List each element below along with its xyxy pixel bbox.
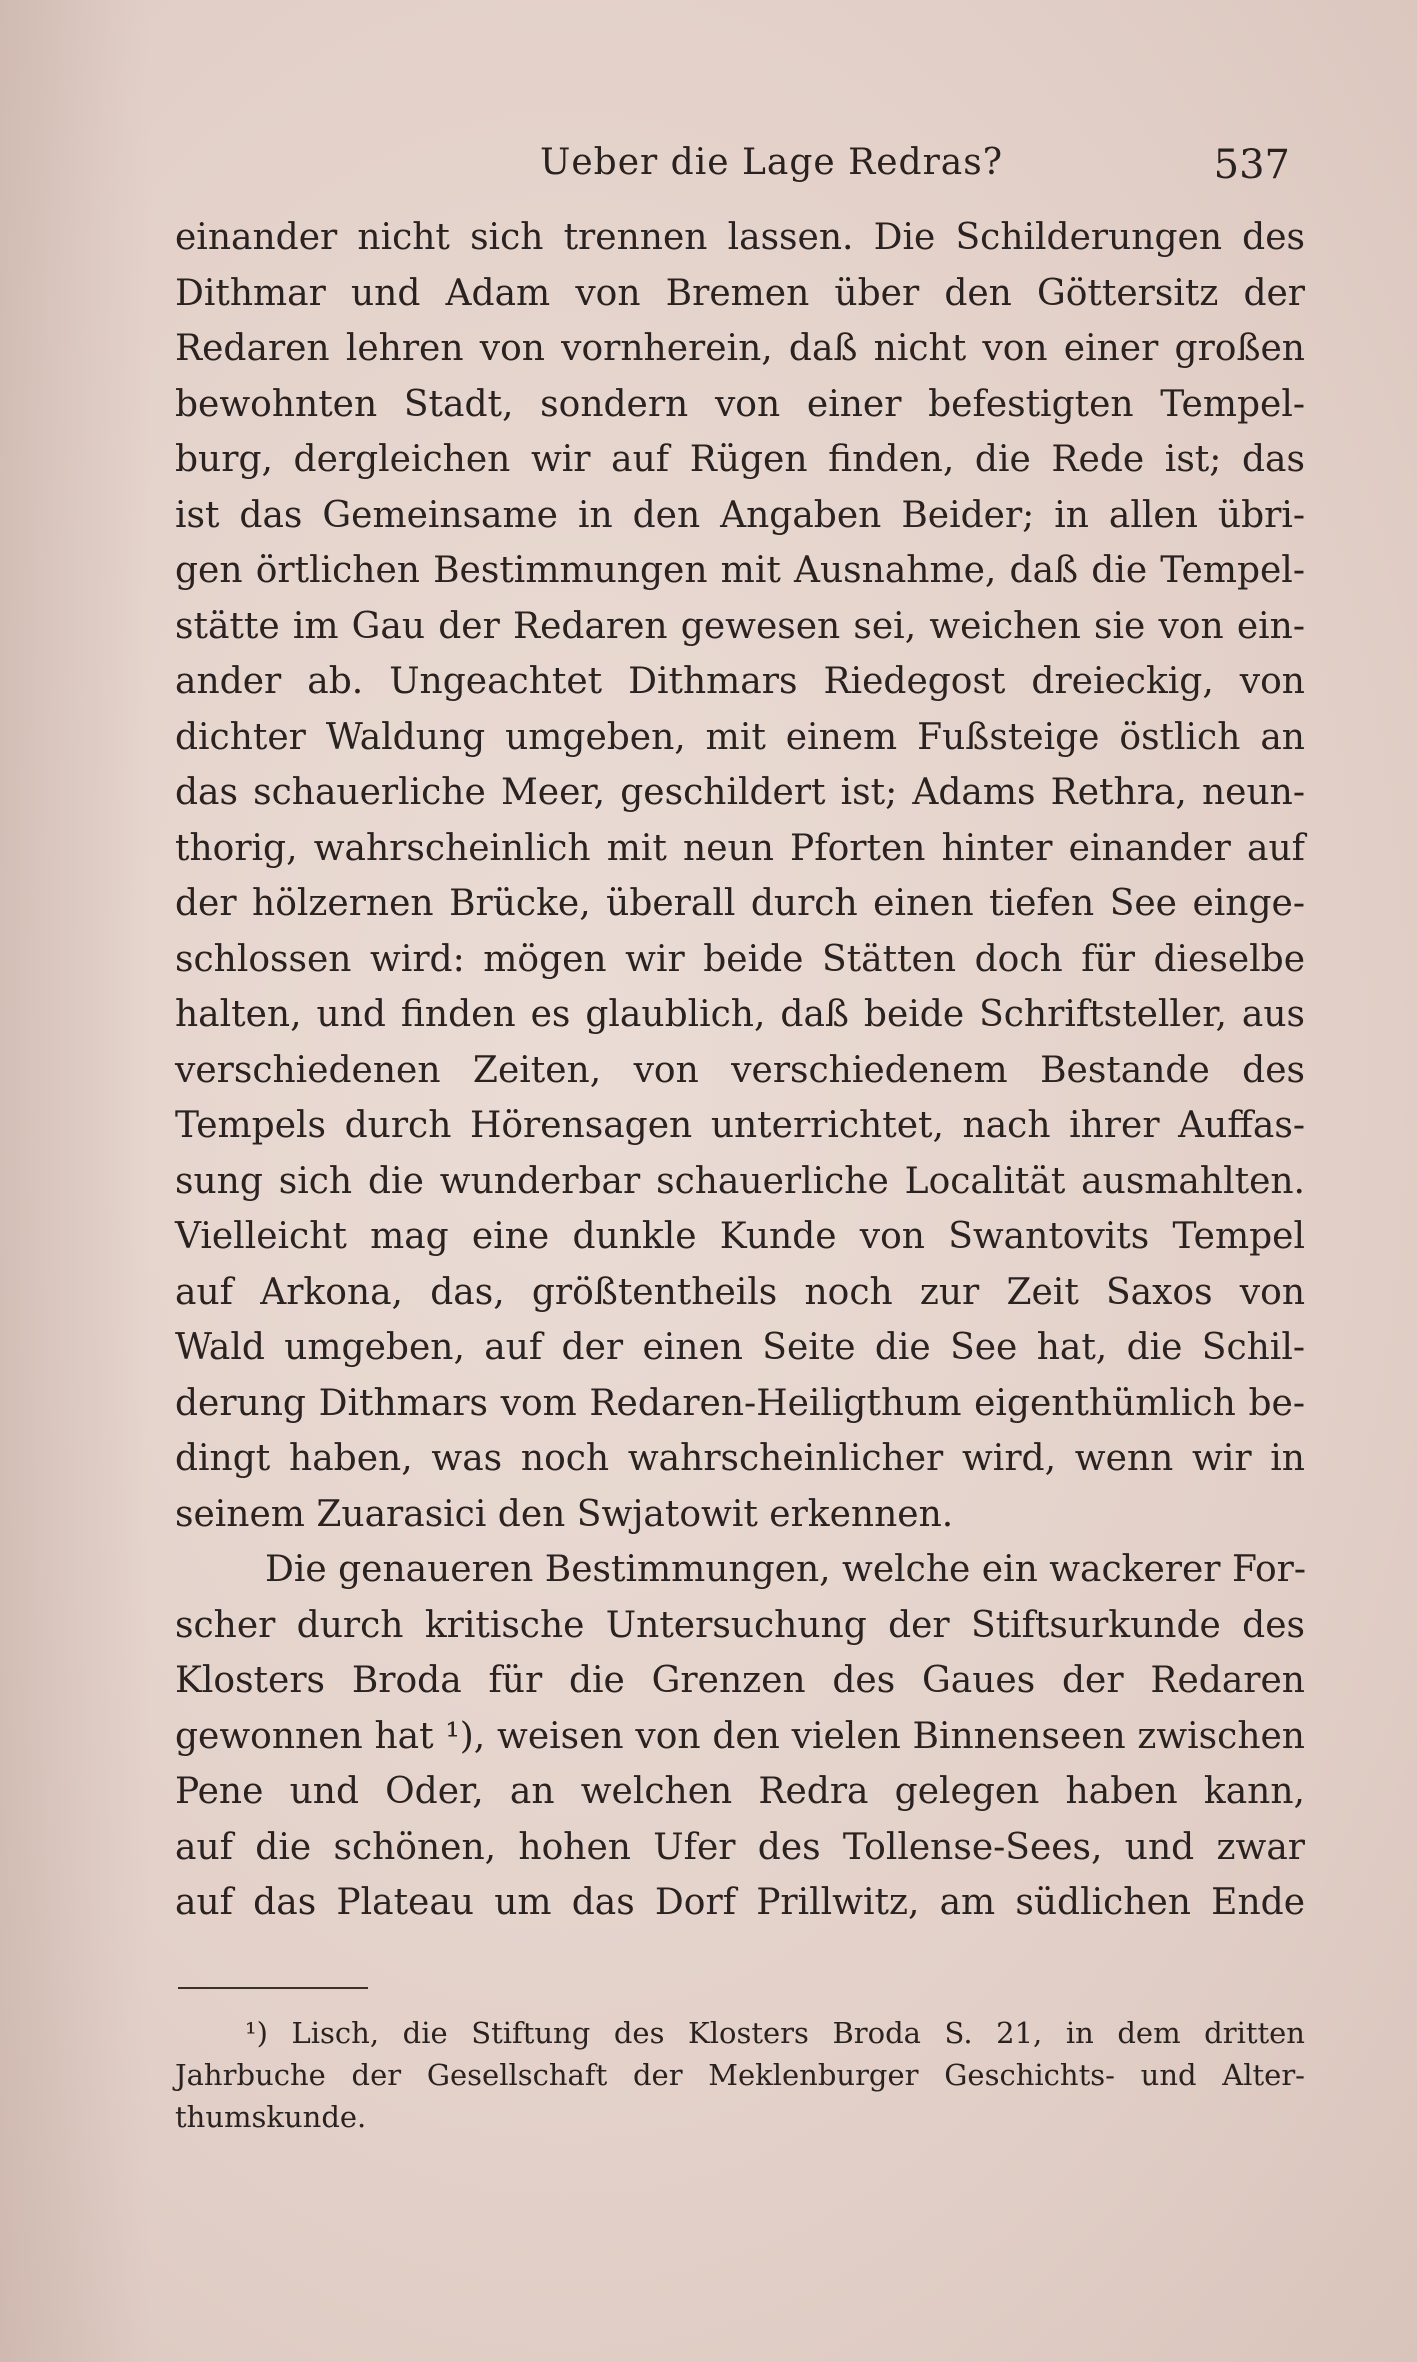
text-line: bewohnten Stadt, sondern von einer befestigten Tempel- xyxy=(175,383,1305,425)
text-line: auf das Plateau um das Dorf Prillwitz, am südlichen Ende xyxy=(175,1882,1305,1923)
text-line: Redaren lehren von vornherein, daß nicht von einer großen xyxy=(175,328,1305,369)
text-line: halten, und finden es glaublich, daß beide Schriftsteller, aus xyxy=(175,994,1305,1035)
page-header xyxy=(170,142,1290,190)
text-line: gewonnen hat ¹), weisen von den vielen Binnenseen zwischen xyxy=(175,1715,1305,1757)
text-line: verschiedenen Zeiten, von verschiedenem Bestande des xyxy=(175,1049,1305,1091)
text-line: das schauerliche Meer, geschildert ist; Adams Rethra, neun- xyxy=(175,772,1305,813)
text-line: Klosters Broda für die Grenzen des Gaues der Redaren xyxy=(175,1660,1305,1701)
text-line: Die genaueren Bestimmungen, welche ein wackerer For- xyxy=(265,1549,1306,1590)
text-line: Tempels durch Hörensagen unterrichtet, nach ihrer Auffas- xyxy=(175,1105,1305,1146)
text-line: auf Arkona, das, größtentheils noch zur Zeit Saxos von xyxy=(175,1271,1305,1313)
footnote-line: ¹) Lisch, die Stiftung des Klosters Broda S. 21, in dem dritten xyxy=(245,2016,1305,2050)
footnote-divider xyxy=(178,1987,368,1989)
text-line: ist das Gemeinsame in den Angaben Beider; in allen übri- xyxy=(175,494,1305,536)
text-line: ander ab. Ungeachtet Dithmars Riedegost dreieckig, von xyxy=(175,661,1305,702)
spine-shadow xyxy=(0,0,150,2362)
text-line: auf die schönen, hohen Ufer des Tollense-Sees, und zwar xyxy=(175,1826,1305,1868)
text-line: stätte im Gau der Redaren gewesen sei, weichen sie von ein- xyxy=(175,605,1305,647)
text-line: dichter Waldung umgeben, mit einem Fußsteige östlich an xyxy=(175,716,1305,758)
text-line: seinem Zuarasici den Swjatowit erkennen. xyxy=(175,1493,954,1535)
text-line: derung Dithmars vom Redaren-Heiligthum eigenthümlich be- xyxy=(175,1382,1305,1424)
text-line: dingt haben, was noch wahrscheinlicher wird, wenn wir in xyxy=(175,1438,1305,1479)
page-number: 537 xyxy=(1213,142,1290,188)
text-line: einander nicht sich trennen lassen. Die Schilderungen des xyxy=(175,217,1305,258)
text-line: Vielleicht mag eine dunkle Kunde von Swantovits Tempel xyxy=(175,1216,1305,1257)
footnote-line: Jahrbuche der Gesellschaft der Meklenburger Geschichts- und Alter- xyxy=(175,2058,1305,2092)
main-text xyxy=(175,210,1305,1931)
footnote-line: thumskunde. xyxy=(175,2100,367,2134)
running-head: Ueber die Lage Redras? xyxy=(540,142,1004,183)
text-line: gen örtlichen Bestimmungen mit Ausnahme, daß die Tempel- xyxy=(175,550,1305,591)
text-line: scher durch kritische Untersuchung der Stiftsurkunde des xyxy=(175,1604,1305,1646)
text-line: schlossen wird: mögen wir beide Stätten doch für dieselbe xyxy=(175,938,1305,980)
footnotes xyxy=(175,2012,1305,2138)
text-line: thorig, wahrscheinlich mit neun Pforten hinter einander auf xyxy=(175,827,1305,869)
text-line: der hölzernen Brücke, überall durch einen tiefen See einge- xyxy=(175,883,1305,924)
text-line: Pene und Oder, an welchen Redra gelegen haben kann, xyxy=(175,1771,1305,1812)
text-line: Dithmar und Adam von Bremen über den Göttersitz der xyxy=(175,272,1305,314)
text-line: Wald umgeben, auf der einen Seite die See hat, die Schil- xyxy=(175,1327,1305,1368)
text-line: burg, dergleichen wir auf Rügen finden, die Rede ist; das xyxy=(175,439,1305,480)
text-line: sung sich die wunderbar schauerliche Localität ausmahlten. xyxy=(175,1160,1305,1202)
